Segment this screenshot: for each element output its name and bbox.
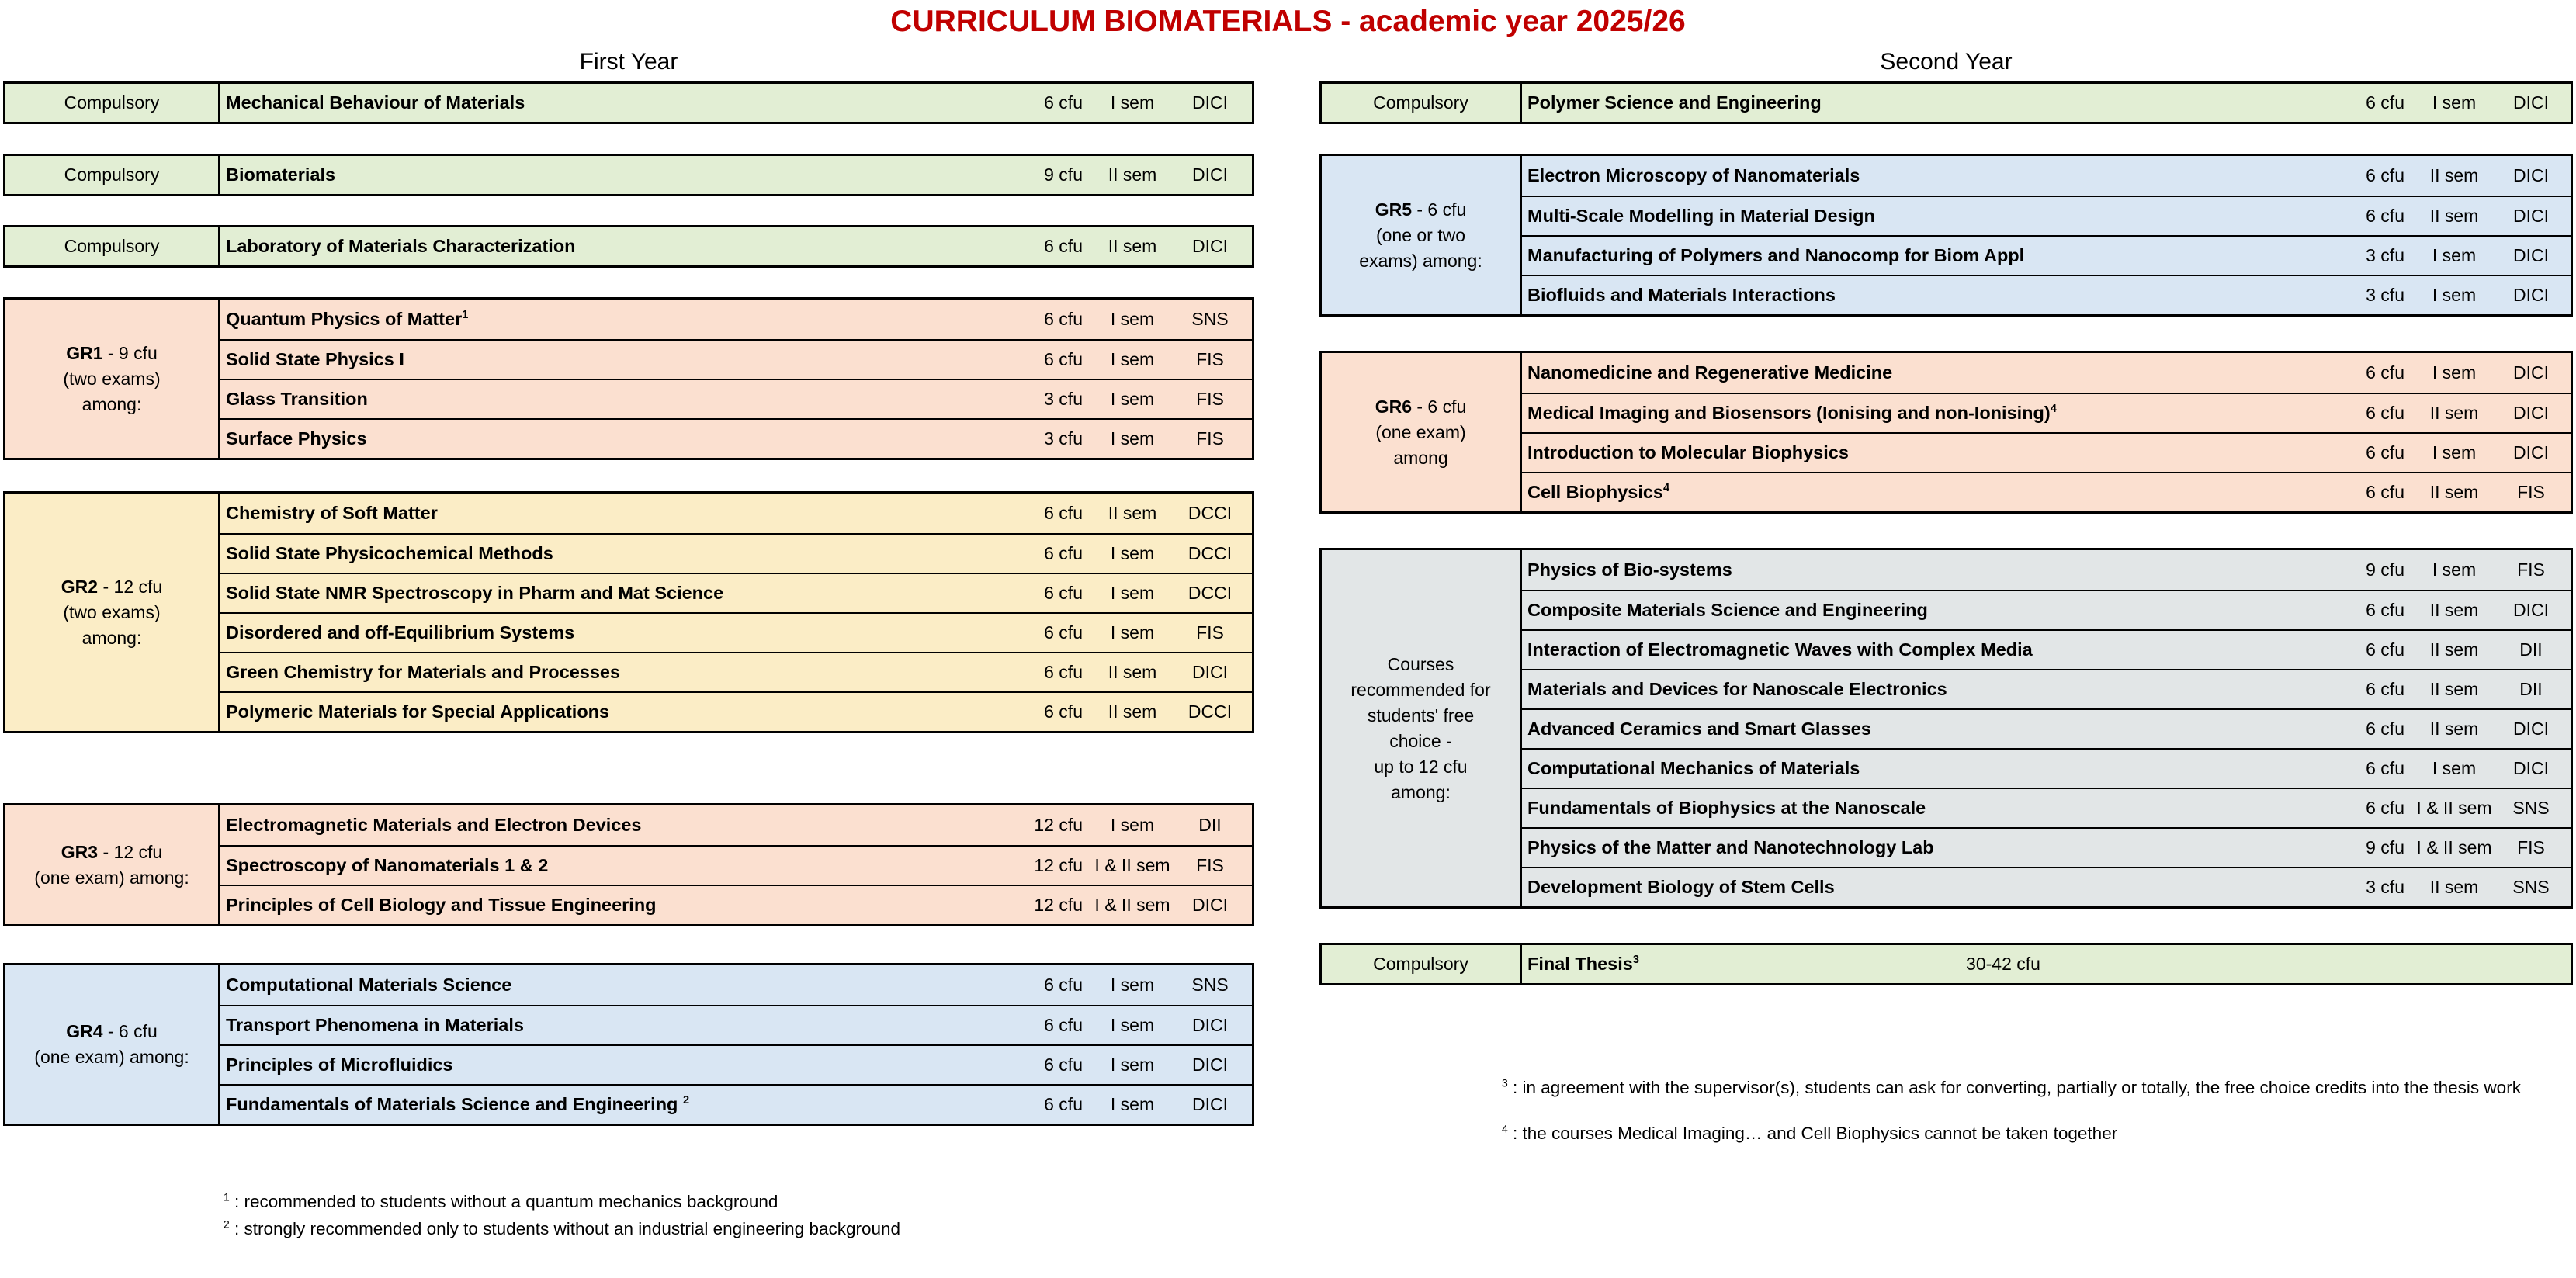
course-name: Fundamentals of Biophysics at the Nanoscale: [1527, 798, 1926, 818]
free-line-3: students' free: [1367, 705, 1475, 726]
table-row[interactable]: [220, 1005, 1252, 1044]
course-department: SNS: [2512, 798, 2550, 818]
block-label-gr3: [5, 805, 220, 924]
course-cfu: 6 cfu: [1044, 503, 1083, 523]
gr3-credits: - 12 cfu: [98, 841, 163, 862]
course-semester: II sem: [1108, 701, 1157, 722]
course-department: DICI: [2513, 285, 2549, 305]
course-department: DICI: [2513, 600, 2549, 620]
course-cfu: 6 cfu: [2366, 362, 2404, 383]
table-row[interactable]: [1522, 748, 2571, 788]
course-cfu: 6 cfu: [1044, 1055, 1083, 1075]
course-cfu: 6 cfu: [1044, 543, 1083, 563]
table-row[interactable]: [1522, 235, 2571, 275]
course-cfu: 6 cfu: [2366, 639, 2404, 660]
course-semester: I sem: [1110, 975, 1155, 995]
course-cfu: 6 cfu: [2366, 442, 2404, 462]
block-rows: [220, 227, 1252, 265]
table-row[interactable]: [1522, 196, 2571, 235]
block-gr1: [3, 297, 1254, 460]
course-cfu: 6 cfu: [2366, 600, 2404, 620]
course-semester: I sem: [1110, 309, 1155, 329]
table-row[interactable]: [1522, 590, 2571, 629]
table-row[interactable]: [220, 652, 1252, 691]
course-name: Advanced Ceramics and Smart Glasses: [1527, 719, 1871, 739]
gr3-title-line: [61, 840, 162, 865]
course-cfu: 3 cfu: [2366, 245, 2404, 265]
course-semester: II sem: [1108, 236, 1157, 256]
gr6-among-line: among: [1393, 447, 1448, 468]
course-cfu: 6 cfu: [2366, 482, 2404, 502]
block-gr6: [1319, 351, 2573, 514]
course-semester: II sem: [2429, 206, 2479, 226]
course-cfu: 6 cfu: [1044, 236, 1083, 256]
course-name: Quantum Physics of Matter$^1$: [226, 309, 469, 329]
course-cfu: 6 cfu: [1044, 975, 1083, 995]
course-semester: I sem: [1110, 1055, 1155, 1075]
course-name: Cell Biophysics$^4$: [1527, 482, 1670, 502]
footnote-4-text: : the courses Medical Imaging… and Cell Biophysics cannot be taken together: [1507, 1124, 2118, 1143]
course-cfu: 6 cfu: [2366, 403, 2404, 423]
table-row[interactable]: [220, 1084, 1252, 1124]
course-cfu: 6 cfu: [1044, 662, 1083, 682]
table-row[interactable]: [220, 573, 1252, 612]
block-gr3: [3, 803, 1254, 926]
block-rows: [220, 84, 1252, 122]
course-cfu: 6 cfu: [2366, 92, 2404, 113]
course-name: Nanomedicine and Regenerative Medicine: [1527, 362, 1893, 383]
course-semester: II sem: [2429, 482, 2479, 502]
block-label-gr1: [5, 300, 220, 458]
course-semester: I sem: [2432, 285, 2477, 305]
course-department: DCCI: [1187, 503, 1233, 523]
course-department: DICI: [2513, 206, 2549, 226]
block-compulsory-polymer-science: [1319, 81, 2573, 124]
course-department: DCCI: [1187, 543, 1233, 563]
free-line-2: recommended for: [1350, 679, 1491, 700]
course-cfu: 9 cfu: [2366, 837, 2404, 857]
course-name: Biofluids and Materials Interactions: [1527, 285, 1836, 305]
course-semester: II sem: [2429, 600, 2479, 620]
course-semester: I sem: [1110, 1015, 1155, 1035]
table-row[interactable]: [1522, 669, 2571, 708]
course-cfu: 3 cfu: [2366, 877, 2404, 897]
block-gr5: [1319, 154, 2573, 317]
table-row[interactable]: [1522, 432, 2571, 472]
gr2-title-line: [61, 574, 162, 600]
table-row[interactable]: [220, 418, 1252, 458]
gr2-credits: - 12 cfu: [98, 576, 163, 597]
course-semester: I & II sem: [2416, 837, 2492, 857]
course-department: DICI: [2513, 719, 2549, 739]
gr2-code: GR2: [61, 576, 99, 597]
table-row[interactable]: [220, 156, 1252, 194]
free-line-6: among:: [1391, 781, 1451, 802]
footnote-marker-3: 3: [1502, 1076, 1508, 1089]
page-title: CURRICULUM BIOMATERIALS - academic year 2025/26: [890, 5, 1686, 38]
footnote-4: [1502, 1120, 2565, 1146]
course-department: FIS: [2517, 482, 2545, 502]
table-row[interactable]: [220, 533, 1252, 573]
course-semester: I sem: [1110, 622, 1155, 642]
footnote-marker: 3: [1632, 954, 1639, 967]
course-cfu: 30-42 cfu: [1966, 954, 2040, 974]
block-gr2: [3, 491, 1254, 733]
block-rows: [220, 300, 1252, 458]
block-label: Compulsory: [5, 84, 220, 122]
table-row[interactable]: [1522, 353, 2571, 393]
course-semester: I & II sem: [1094, 895, 1170, 915]
course-semester: I & II sem: [2416, 798, 2492, 818]
course-semester: I sem: [1110, 583, 1155, 603]
footnote-2: [224, 1216, 1233, 1242]
course-cfu: 6 cfu: [1044, 583, 1083, 603]
course-semester: I sem: [1110, 543, 1155, 563]
free-line-4: choice -: [1389, 730, 1452, 751]
course-department: SNS: [2512, 877, 2550, 897]
course-cfu: 6 cfu: [1044, 92, 1083, 113]
course-department: DICI: [2513, 403, 2549, 423]
course-cfu: 6 cfu: [1044, 701, 1083, 722]
course-name: Materials and Devices for Nanoscale Electronics: [1527, 679, 1947, 699]
course-semester: I sem: [2432, 92, 2477, 113]
course-name: Interaction of Electromagnetic Waves with Complex Media: [1527, 639, 2033, 660]
table-row[interactable]: [220, 339, 1252, 379]
table-row[interactable]: [1522, 550, 2571, 590]
block-rows: [1522, 945, 2571, 983]
second-year-heading: Second Year: [1880, 49, 2013, 74]
block-free-choice: [1319, 548, 2573, 909]
course-semester: I & II sem: [1094, 855, 1170, 875]
course-name: Fundamentals of Materials Science and Engineering $^2$: [226, 1094, 690, 1114]
course-cfu: 6 cfu: [1044, 1015, 1083, 1035]
course-name: Composite Materials Science and Engineering: [1527, 600, 1928, 620]
course-cfu: 3 cfu: [2366, 285, 2404, 305]
gr4-code: GR4: [66, 1021, 103, 1041]
table-row[interactable]: [220, 300, 1252, 339]
course-semester: II sem: [2429, 403, 2479, 423]
table-row[interactable]: [1522, 788, 2571, 827]
gr5-title-line: [1375, 197, 1467, 223]
gr6-credits: - 6 cfu: [1411, 396, 1467, 417]
table-row[interactable]: [220, 612, 1252, 652]
course-department: SNS: [1191, 975, 1229, 995]
course-cfu: 9 cfu: [1044, 165, 1083, 185]
table-row[interactable]: [220, 84, 1252, 122]
footnote-2-text: : strongly recommended only to students without an industrial engineering background: [229, 1219, 901, 1238]
course-name: Medical Imaging and Biosensors (Ionising and non-Ionising)$^4$: [1527, 403, 2057, 423]
gr2-rule-line: (two exams): [63, 601, 161, 622]
course-name: Final Thesis$^3$: [1527, 954, 1639, 974]
course-department: DICI: [2513, 92, 2549, 113]
block-compulsory-biomaterials: [3, 154, 1254, 196]
course-department: FIS: [2517, 837, 2545, 857]
table-row[interactable]: [220, 227, 1252, 265]
course-name: Introduction to Molecular Biophysics: [1527, 442, 1849, 462]
block-rows: [220, 965, 1252, 1124]
course-department: DICI: [2513, 245, 2549, 265]
second-year-column: [1319, 48, 2573, 985]
footnotes-left: [224, 1189, 1233, 1243]
course-name: Mechanical Behaviour of Materials: [226, 92, 525, 113]
course-department: DICI: [1192, 1094, 1228, 1114]
block-label-gr2: [5, 494, 220, 731]
course-name: Chemistry of Soft Matter: [226, 503, 438, 523]
block-rows: [220, 805, 1252, 924]
course-department: DCCI: [1187, 583, 1233, 603]
block-rows: [1522, 353, 2571, 511]
course-department: FIS: [1196, 855, 1224, 875]
course-name: Glass Transition: [226, 389, 368, 409]
gr1-rule-line: (two exams): [63, 368, 161, 389]
table-row[interactable]: [1522, 275, 2571, 314]
course-department: DICI: [1192, 662, 1228, 682]
course-semester: II sem: [2429, 719, 2479, 739]
course-name: Principles of Cell Biology and Tissue Engineering: [226, 895, 657, 915]
table-row[interactable]: [220, 805, 1252, 845]
course-name: Development Biology of Stem Cells: [1527, 877, 1835, 897]
course-cfu: 3 cfu: [1044, 389, 1083, 409]
course-name: Biomaterials: [226, 165, 336, 185]
block-rows: [1522, 550, 2571, 906]
course-cfu: 9 cfu: [2366, 559, 2404, 580]
course-name: Computational Mechanics of Materials: [1527, 758, 1860, 778]
course-cfu: 6 cfu: [2366, 719, 2404, 739]
footnotes-right: [1502, 1075, 2565, 1166]
course-department: DII: [2519, 679, 2543, 699]
course-cfu: 6 cfu: [2366, 206, 2404, 226]
free-line-1: Courses: [1387, 653, 1454, 674]
course-cfu: 12 cfu: [1034, 855, 1083, 875]
course-department: DCCI: [1187, 701, 1233, 722]
table-row[interactable]: [220, 1044, 1252, 1084]
gr1-title-line: [66, 341, 158, 366]
course-semester: I sem: [2432, 362, 2477, 383]
table-row[interactable]: [220, 494, 1252, 533]
course-name: Physics of the Matter and Nanotechnology Lab: [1527, 837, 1934, 857]
course-cfu: 12 cfu: [1034, 895, 1083, 915]
footnote-1-text: : recommended to students without a quantum mechanics background: [229, 1192, 778, 1211]
course-name: Surface Physics: [226, 428, 367, 449]
block-label-gr6: [1322, 353, 1522, 511]
course-department: DICI: [1192, 92, 1228, 113]
table-row[interactable]: [1522, 393, 2571, 432]
course-name: Green Chemistry for Materials and Processes: [226, 662, 621, 682]
gr6-title-line: [1375, 394, 1467, 420]
course-semester: I sem: [2432, 245, 2477, 265]
course-cfu: 6 cfu: [1044, 1094, 1083, 1114]
gr5-among-line: exams) among:: [1359, 250, 1482, 271]
course-semester: II sem: [2429, 165, 2479, 185]
course-department: DICI: [1192, 165, 1228, 185]
block-final-thesis: [1319, 943, 2573, 985]
course-semester: I sem: [2432, 559, 2477, 580]
block-label-free-choice: [1322, 550, 1522, 906]
table-row[interactable]: [1522, 472, 2571, 511]
course-semester: I sem: [1110, 349, 1155, 369]
course-department: DICI: [2513, 165, 2549, 185]
course-name: Polymer Science and Engineering: [1527, 92, 1822, 113]
course-department: DICI: [1192, 895, 1228, 915]
gr4-credits: - 6 cfu: [102, 1021, 158, 1041]
block-compulsory-mechanical-behaviour: [3, 81, 1254, 124]
table-row[interactable]: [1522, 629, 2571, 669]
course-name: Laboratory of Materials Characterization: [226, 236, 576, 256]
course-semester: I sem: [1110, 1094, 1155, 1114]
course-department: DII: [1198, 815, 1222, 835]
table-row[interactable]: [220, 691, 1252, 731]
table-row[interactable]: [220, 845, 1252, 885]
course-semester: I sem: [1110, 92, 1155, 113]
table-row[interactable]: [1522, 867, 2571, 906]
table-row[interactable]: [1522, 708, 2571, 748]
gr6-rule-line: (one exam): [1375, 421, 1466, 442]
free-line-5: up to 12 cfu: [1374, 756, 1468, 777]
gr5-code: GR5: [1375, 199, 1412, 220]
course-department: DII: [2519, 639, 2543, 660]
gr5-credits: - 6 cfu: [1411, 199, 1467, 220]
first-year-column: [3, 48, 1254, 1126]
block-rows: [1522, 156, 2571, 314]
course-cfu: 6 cfu: [1044, 622, 1083, 642]
course-cfu: 6 cfu: [1044, 349, 1083, 369]
block-rows: [220, 156, 1252, 194]
course-semester: II sem: [2429, 639, 2479, 660]
gr3-rule-line: (one exam) among:: [34, 867, 189, 888]
course-department: DICI: [2513, 758, 2549, 778]
course-semester: II sem: [1108, 503, 1157, 523]
gr4-rule-line: (one exam) among:: [34, 1047, 189, 1067]
footnote-3: [1502, 1075, 2565, 1100]
course-name: Solid State NMR Spectroscopy in Pharm and Mat Science: [226, 583, 724, 603]
course-department: FIS: [2517, 559, 2545, 580]
gr5-rule-line: (one or two: [1375, 224, 1466, 245]
gr6-code: GR6: [1375, 396, 1412, 417]
footnote-marker: 2: [682, 1094, 690, 1107]
course-name: Transport Phenomena in Materials: [226, 1015, 524, 1035]
footnote-marker-4: 4: [1502, 1122, 1508, 1135]
course-name: Solid State Physics I: [226, 349, 404, 369]
block-label: Compulsory: [1322, 84, 1522, 122]
footnote-marker: 4: [2050, 403, 2057, 416]
footnote-1: [224, 1189, 1233, 1214]
footnote-marker-2: 2: [224, 1217, 230, 1231]
course-name: Multi-Scale Modelling in Material Design: [1527, 206, 1875, 226]
table-row[interactable]: [1522, 84, 2571, 122]
course-cfu: 3 cfu: [1044, 428, 1083, 449]
block-gr4: [3, 963, 1254, 1126]
course-cfu: 12 cfu: [1034, 815, 1083, 835]
course-semester: I sem: [1110, 428, 1155, 449]
table-row[interactable]: [1522, 156, 2571, 196]
course-cfu: 6 cfu: [2366, 165, 2404, 185]
course-department: DICI: [2513, 362, 2549, 383]
course-semester: I sem: [2432, 442, 2477, 462]
course-department: DICI: [2513, 442, 2549, 462]
footnote-marker: 4: [1663, 482, 1670, 495]
block-label-gr4: [5, 965, 220, 1124]
gr1-among-line: among:: [81, 393, 142, 414]
course-name: Computational Materials Science: [226, 975, 512, 995]
course-name: Disordered and off-Equilibrium Systems: [226, 622, 575, 642]
table-row[interactable]: [1522, 827, 2571, 867]
gr3-code: GR3: [61, 841, 99, 862]
course-name: Physics of Bio-systems: [1527, 559, 1732, 580]
course-department: DICI: [1192, 236, 1228, 256]
course-name: Spectroscopy of Nanomaterials 1 & 2: [226, 855, 549, 875]
course-department: FIS: [1196, 349, 1224, 369]
gr1-credits: - 9 cfu: [102, 342, 158, 363]
course-semester: II sem: [2429, 877, 2479, 897]
block-rows: [220, 494, 1252, 731]
block-label: Compulsory: [1322, 945, 1522, 983]
course-department: FIS: [1196, 622, 1224, 642]
course-semester: II sem: [2429, 679, 2479, 699]
course-name: Solid State Physicochemical Methods: [226, 543, 553, 563]
gr1-code: GR1: [66, 342, 103, 363]
course-semester: II sem: [1108, 662, 1157, 682]
table-row[interactable]: [220, 965, 1252, 1005]
footnote-marker-1: 1: [224, 1190, 230, 1204]
course-cfu: 6 cfu: [1044, 309, 1083, 329]
course-department: FIS: [1196, 428, 1224, 449]
course-name: Manufacturing of Polymers and Nanocomp for Biom Appl: [1527, 245, 2025, 265]
gr2-among-line: among:: [81, 627, 142, 648]
course-cfu: 6 cfu: [2366, 798, 2404, 818]
course-cfu: 6 cfu: [2366, 758, 2404, 778]
course-department: DICI: [1192, 1055, 1228, 1075]
table-row[interactable]: [1522, 945, 2571, 983]
table-row[interactable]: [220, 885, 1252, 924]
course-department: DICI: [1192, 1015, 1228, 1035]
course-name: Electromagnetic Materials and Electron Devices: [226, 815, 642, 835]
course-semester: I sem: [1110, 389, 1155, 409]
footnote-3-text: : in agreement with the supervisor(s), students can ask for converting, partially or totally, the free choice credits into the thesis work: [1507, 1078, 2521, 1097]
block-label: Compulsory: [5, 227, 220, 265]
course-name: Electron Microscopy of Nanomaterials: [1527, 165, 1860, 185]
first-year-heading: First Year: [579, 49, 678, 74]
block-rows: [1522, 84, 2571, 122]
course-semester: II sem: [1108, 165, 1157, 185]
block-compulsory-lab-materials: [3, 225, 1254, 268]
course-semester: I sem: [1110, 815, 1155, 835]
course-name: Principles of Microfluidics: [226, 1055, 453, 1075]
course-department: FIS: [1196, 389, 1224, 409]
course-cfu: 6 cfu: [2366, 679, 2404, 699]
block-label-gr5: [1322, 156, 1522, 314]
table-row[interactable]: [220, 379, 1252, 418]
gr4-title-line: [66, 1019, 158, 1044]
footnote-marker: 1: [462, 309, 469, 322]
block-label: Compulsory: [5, 156, 220, 194]
course-semester: I sem: [2432, 758, 2477, 778]
course-name: Polymeric Materials for Special Applications: [226, 701, 610, 722]
course-department: SNS: [1191, 309, 1229, 329]
